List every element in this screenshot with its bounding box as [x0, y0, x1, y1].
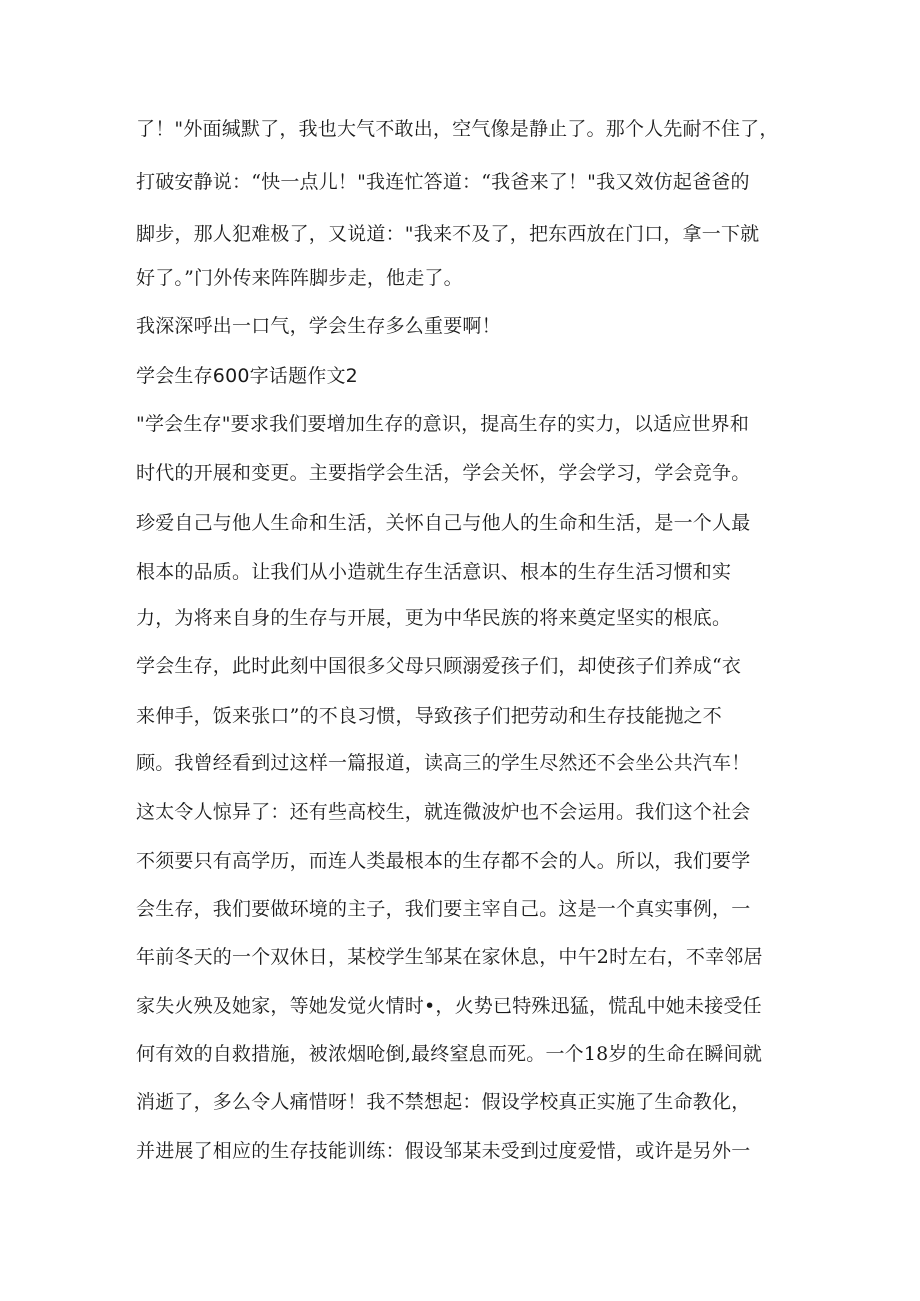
text-line: 珍爱自己与他人生命和生活，关怀自己与他人的生命和生活，是一个人最	[136, 512, 751, 534]
text-line: 脚步，那人犯难极了，又说道："我来不及了，把东西放在门口，拿一下就	[136, 223, 760, 245]
text-line: 何有效的自救措施，被浓烟呛倒,最终窒息而死。一个18岁的生命在瞬间就	[136, 1043, 763, 1065]
text-line: 这太令人惊异了：还有些高校生，就连微波炉也不会运用。我们这个社会	[136, 801, 751, 823]
text-line: 了！"外面缄默了，我也大气不敢出，空气像是静止了。那个人先耐不住了，	[136, 118, 779, 140]
text-line: 不须要只有高学历，而连人类最根本的生存都不会的人。所以，我们要学	[136, 850, 751, 872]
section-heading: 学会生存600字话题作文2	[136, 365, 358, 387]
text-line: 消逝了，多么令人痛惜呀！我不禁想起：假设学校真正实施了生命教化，	[136, 1091, 751, 1113]
text-line: 并进展了相应的生存技能训练：假设邹某未受到过度爱惜，或许是另外一	[136, 1140, 751, 1162]
text-line: 力，为将来自身的生存与开展，更为中华民族的将来奠定坚实的根底。	[136, 607, 732, 629]
text-line: 顾。我曾经看到过这样一篇报道，读高三的学生尽然还不会坐公共汽车！	[136, 752, 751, 774]
text-line: 会生存，我们要做环境的主子，我们要主宰自己。这是一个真实事例，一	[136, 898, 751, 920]
text-line: 来伸手，饭来张口”的不良习惯，导致孩子们把劳动和生存技能抛之不	[136, 705, 722, 727]
text-line: "学会生存"要求我们要增加生存的意识，提高生存的实力，以适应世界和	[136, 413, 750, 435]
text-line: 根本的品质。让我们从小造就生存生活意识、根本的生存生活习惯和实	[136, 561, 732, 583]
text-line: 打破安静说：“快一点儿！"我连忙答道：“我爸来了！"我又效仿起爸爸的	[136, 171, 750, 193]
text-line: 学会生存，此时此刻中国很多父母只顾溺爱孩子们，却使孩子们养成“衣	[136, 655, 742, 677]
text-line: 时代的开展和变更。主要指学会生活，学会关怀，学会学习，学会竞争。	[136, 462, 751, 484]
text-line: 我深深呼出一口气，学会生存多么重要啊！	[136, 315, 501, 337]
text-line: 好了。”门外传来阵阵脚步走，他走了。	[136, 267, 463, 289]
text-line: 家失火殃及她家，等她发觉火情时•，火势已特殊迅猛，慌乱中她未接受任	[136, 995, 762, 1017]
text-line: 年前冬天的一个双休日，某校学生邹某在家休息，中午2时左右，不幸邻居	[136, 946, 763, 968]
